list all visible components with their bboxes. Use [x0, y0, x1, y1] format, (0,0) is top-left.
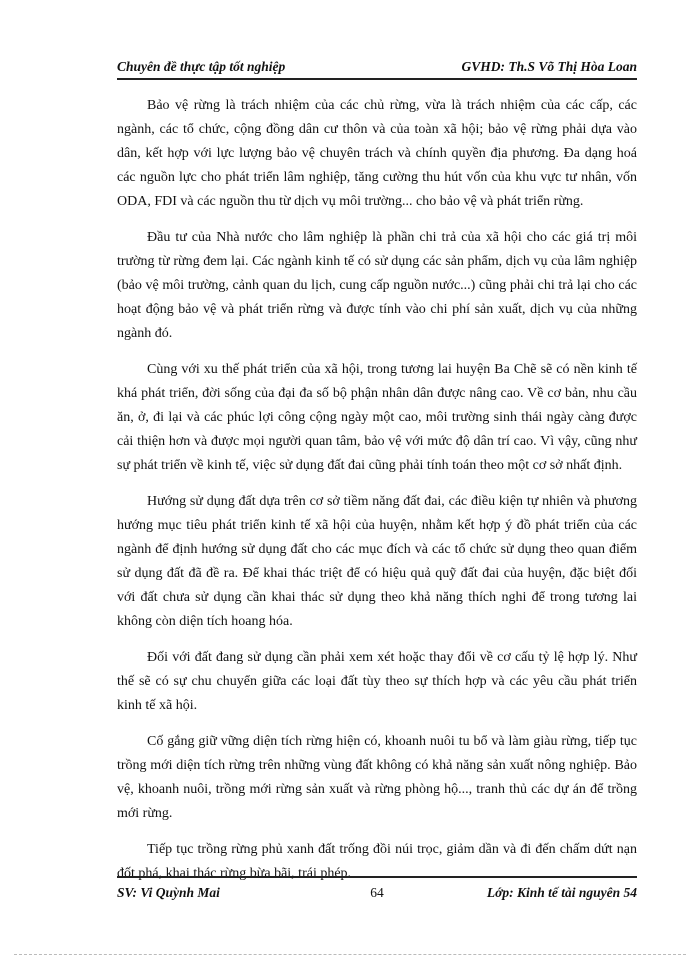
page-footer	[117, 876, 637, 902]
paragraph-2: Đầu tư của Nhà nước cho lâm nghiệp là phần chi trả của xã hội cho các giá trị môi trường từ rừng đem lại. Các ngành kinh tế có sử dụng các sản phẩm, dịch vụ của lâm nghiệp (bảo vệ môi trường, cảnh quan du lịch, cung cấp nguồn nước...) cũng phải chi trả lại cho các hoạt động bảo vệ và phát triển rừng và được tính vào chi phí sản xuất, dịch vụ của những ngành đó.	[117, 230, 637, 341]
paragraph-1: Bảo vệ rừng là trách nhiệm của các chủ rừng, vừa là trách nhiệm của các cấp, các ngành, các tổ chức, cộng đồng dân cư thôn và của toàn xã hội; bảo vệ rừng phải dựa vào dân, kết hợp với lực lượng bảo vệ chuyên trách và chính quyền địa phương. Đa dạng hoá các nguồn lực cho phát triển lâm nghiệp, tăng cường thu hút vốn của khu vực tư nhân, vốn ODA, FDI và các nguồn thu từ dịch vụ môi trường... cho bảo vệ và phát triển rừng.	[117, 98, 637, 209]
header-advisor: GVHD: Th.S Võ Thị Hòa Loan	[461, 59, 637, 74]
header-title: Chuyên đề thực tập tốt nghiệp	[117, 59, 286, 74]
body-text	[117, 94, 637, 881]
paragraph-6: Cố gắng giữ vững diện tích rừng hiện có, khoanh nuôi tu bổ và làm giàu rừng, tiếp tục trồng mới diện tích rừng trên những vùng đất không có khả năng sản xuất nông nghiệp. Bảo vệ, khoanh nuôi, trồng mới rừng sản xuất và rừng phòng hộ..., tranh thủ các dự án để trồng mới rừng.	[117, 734, 637, 821]
paragraph-4: Hướng sử dụng đất dựa trên cơ sở tiềm năng đất đai, các điều kiện tự nhiên và phương hướng mục tiêu phát triển kinh tế xã hội của huyện, nhằm kết hợp ý đồ phát triển của các ngành để định hướng sử dụng đất cho các mục đích và các tổ chức sử dụng theo quan điểm sử dụng đất đã đề ra. Để khai thác triệt để có hiệu quả quỹ đất đai của huyện, đặc biệt đối với đất chưa sử dụng cần khai thác sử dụng theo khả năng thích nghi để trong tương lai không còn diện tích hoang hóa.	[117, 494, 637, 629]
paragraph-5: Đối với đất đang sử dụng cần phải xem xét hoặc thay đổi về cơ cấu tỷ lệ hợp lý. Như thế sẽ có sự chu chuyển giữa các loại đất tùy theo sự thích hợp và các yêu cầu phát triển kinh tế xã hội.	[117, 650, 637, 713]
page-bottom-divider	[14, 954, 686, 955]
paragraph-3: Cùng với xu thế phát triển của xã hội, trong tương lai huyện Ba Chẽ sẽ có nền kinh tế khá phát triển, đời sống của đại đa số bộ phận nhân dân được nâng cao. Về cơ bản, nhu cầu ăn, ở, đi lại và các phúc lợi công cộng ngày một cao, môi trường sinh thái ngày càng được cải thiện hơn và được mọi người quan tâm, bảo vệ với mức độ dân trí cao. Vì vậy, cũng như sự phát triển về kinh tế, việc sử dụng đất đai cũng phải tính toán theo một cơ sở nhất định.	[117, 362, 637, 473]
footer-class: Lớp: Kinh tế tài nguyên 54	[486, 885, 637, 900]
footer-student: SV: Vi Quỳnh Mai	[117, 885, 220, 900]
page-header	[117, 54, 637, 80]
page-number: 64	[370, 885, 384, 900]
paragraph-7: Tiếp tục trồng rừng phủ xanh đất trống đồi núi trọc, giảm dần và đi đến chấm dứt nạn đốt phá, khai thác rừng bừa bãi, trái phép.	[117, 842, 637, 881]
